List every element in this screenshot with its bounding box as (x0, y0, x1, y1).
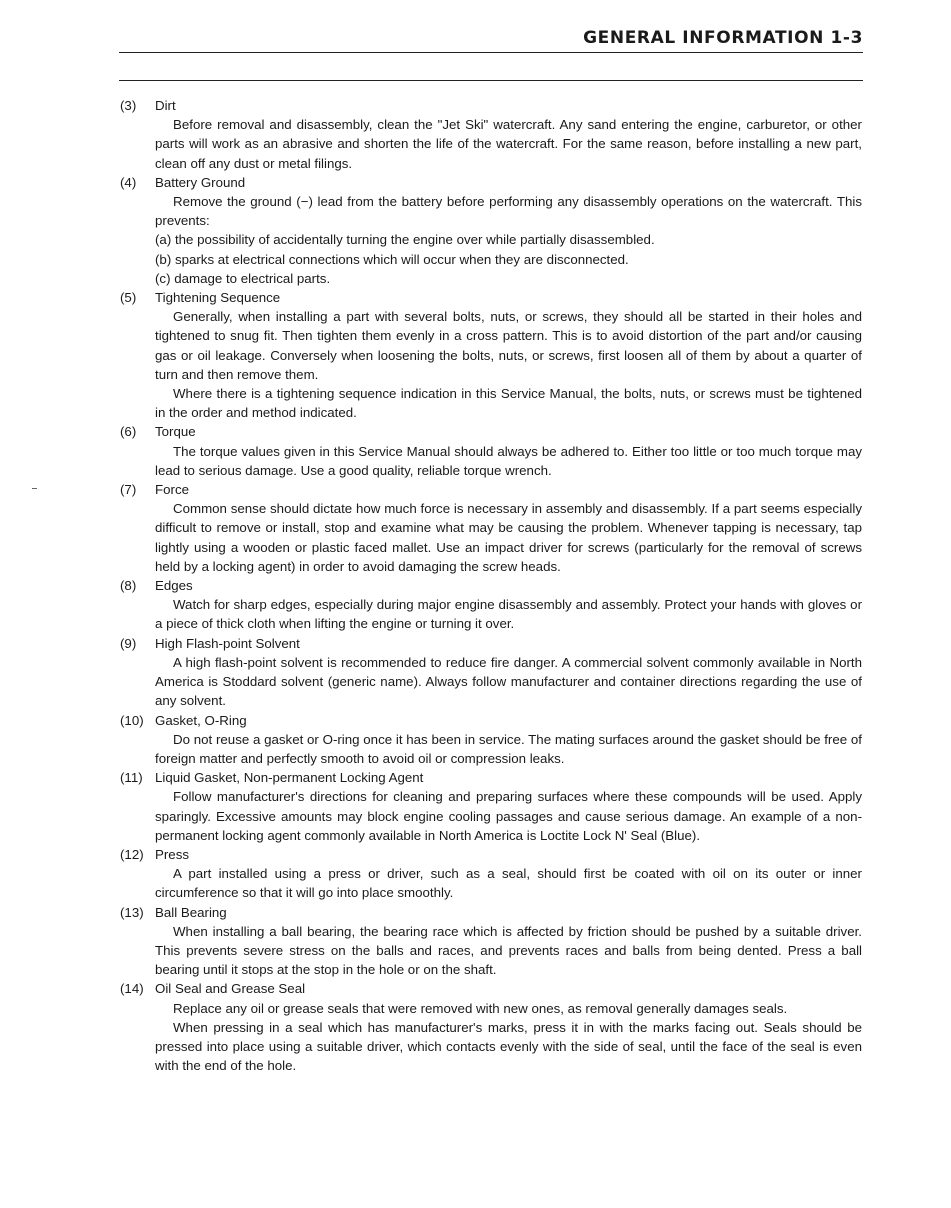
section-number: (13) (120, 904, 144, 920)
section-number: (10) (120, 712, 144, 728)
section-heading (120, 96, 862, 115)
section-paragraph: Where there is a tightening sequence indication in this Service Manual, the bolts, nuts, or screws must be tightened in the order and method indicated. (155, 386, 862, 421)
section-title: Oil Seal and Grease Seal (155, 981, 306, 997)
margin-mark (32, 488, 37, 489)
list-item: (c) damage to electrical parts. (155, 270, 331, 286)
page-header (119, 28, 863, 53)
section-number: (11) (120, 770, 143, 786)
section-paragraph: Follow manufacturer's directions for cleaning and preparing surfaces where these compounds will be used. Apply sparingly. Excessive amounts may block engine cooling passages and cause serious damage. An example of a non-permanent locking agent commonly available in North America is Loctite Lock N' Seal (Blue). (155, 789, 862, 843)
section-heading (120, 979, 862, 998)
section-item (120, 288, 862, 422)
section-paragraph: Watch for sharp edges, especially during major engine disassembly and assembly. Protect your hands with gloves or a piece of thick cloth when lifting the engine or turning it over. (155, 597, 862, 632)
section-paragraph: The torque values given in this Service Manual should always be adhered to. Either too little or too much torque may lead to serious damage. Use a good quality, reliable torque wrench. (155, 443, 862, 478)
section-item (120, 634, 862, 711)
list-item: (a) the possibility of accidentally turning the engine over while partially disassembled. (155, 232, 655, 248)
section-number: (14) (120, 981, 144, 997)
page-title: GENERAL INFORMATION 1-3 (583, 28, 863, 48)
section-heading (120, 422, 862, 441)
section-heading (120, 480, 862, 499)
section-heading (120, 576, 862, 595)
header-divider (119, 80, 863, 81)
section-item (120, 979, 862, 1075)
section-paragraph: When pressing in a seal which has manufacturer's marks, press it in with the marks facing out. Seals should be pressed into place using a suitable driver, which contacts evenly with the side of seal, until the face of the seal is even with the end of the hole. (155, 1019, 862, 1074)
document-body (120, 96, 862, 1075)
section-paragraph: Replace any oil or grease seals that were removed with new ones, as removal generally damages seals. (173, 1000, 788, 1016)
section-title: Tightening Sequence (155, 290, 281, 306)
section-paragraph: Generally, when installing a part with several bolts, nuts, or screws, they should all be started in their holes and tightened to snug fit. Then tighten them evenly in a cross pattern. This is to avoid distortion of the part and/or causing gas or oil leakage. Conversely when loosening the bolts, nuts, or screws, first loosen all of them by about a quarter of turn and then remove them. (155, 309, 862, 382)
section-title: Force (155, 482, 189, 498)
section-number: (7) (120, 482, 137, 498)
section-title: Torque (155, 424, 196, 440)
section-item (120, 903, 862, 980)
section-item (120, 711, 862, 769)
section-heading (120, 768, 862, 787)
section-item (120, 845, 862, 903)
section-title: Gasket, O-Ring (155, 712, 247, 728)
section-title: Dirt (155, 98, 176, 113)
section-title: Ball Bearing (155, 904, 227, 920)
section-number: (8) (120, 578, 137, 594)
section-item (120, 422, 862, 480)
section-number: (3) (120, 98, 137, 113)
section-title: Liquid Gasket, Non-permanent Locking Agent (155, 770, 424, 786)
section-heading (120, 845, 862, 864)
section-paragraph: When installing a ball bearing, the bearing race which is affected by friction should be pushed by a suitable driver. This prevents severe stress on the balls and races, and prevents races and balls from being dented. Press a ball bearing until it stops at the stop in the hole or on the shaft. (155, 923, 862, 978)
list-item: (b) sparks at electrical connections which will occur when they are disconnected. (155, 251, 629, 267)
section-paragraph: Common sense should dictate how much force is necessary in assembly and disassembly. If a part seems especially difficult to remove or install, stop and examine what may be causing the problem. Whenever tapping is necessary, tap lightly using a wooden or plastic faced mallet. Use an impact driver for screws (particularly for the removal of screws held by a locking agent) in order to avoid damaging the screw heads. (155, 501, 862, 574)
section-paragraph: Remove the ground (−) lead from the battery before performing any disassembly operations on the watercraft. This prevents: (155, 194, 862, 229)
section-number: (5) (120, 290, 137, 306)
section-title: High Flash-point Solvent (155, 635, 300, 651)
section-heading (120, 711, 862, 730)
section-paragraph: A part installed using a press or driver, such as a seal, should first be coated with oil on its outer or inner circumference so that it will go into place smoothly. (155, 866, 862, 901)
section-paragraph: Before removal and disassembly, clean the "Jet Ski" watercraft. Any sand entering the engine, carburetor, or other parts will work as an abrasive and shorten the life of the watercraft. For the same reason, before installing a new part, clean off any dust or metal filings. (155, 117, 862, 171)
section-item (120, 96, 862, 173)
section-number: (6) (120, 424, 137, 440)
section-paragraph: A high flash-point solvent is recommended to reduce fire danger. A commercial solvent commonly available in North America is Stoddard solvent (generic name). Always follow manufacturer and container directions regarding the use of any solvent. (155, 654, 862, 709)
section-title: Edges (155, 578, 193, 594)
section-item (120, 480, 862, 576)
section-number: (4) (120, 174, 137, 190)
section-title: Press (155, 846, 189, 862)
section-item (120, 576, 862, 634)
section-heading (120, 173, 862, 192)
section-item (120, 768, 862, 845)
section-number: (9) (120, 635, 137, 651)
section-title: Battery Ground (155, 174, 246, 190)
section-item (120, 173, 862, 288)
section-number: (12) (120, 846, 144, 862)
section-heading (120, 903, 862, 922)
section-paragraph: Do not reuse a gasket or O-ring once it has been in service. The mating surfaces around the gasket should be free of foreign matter and perfectly smooth to avoid oil or compression leaks. (155, 731, 862, 766)
section-heading (120, 288, 862, 307)
section-heading (120, 634, 862, 653)
